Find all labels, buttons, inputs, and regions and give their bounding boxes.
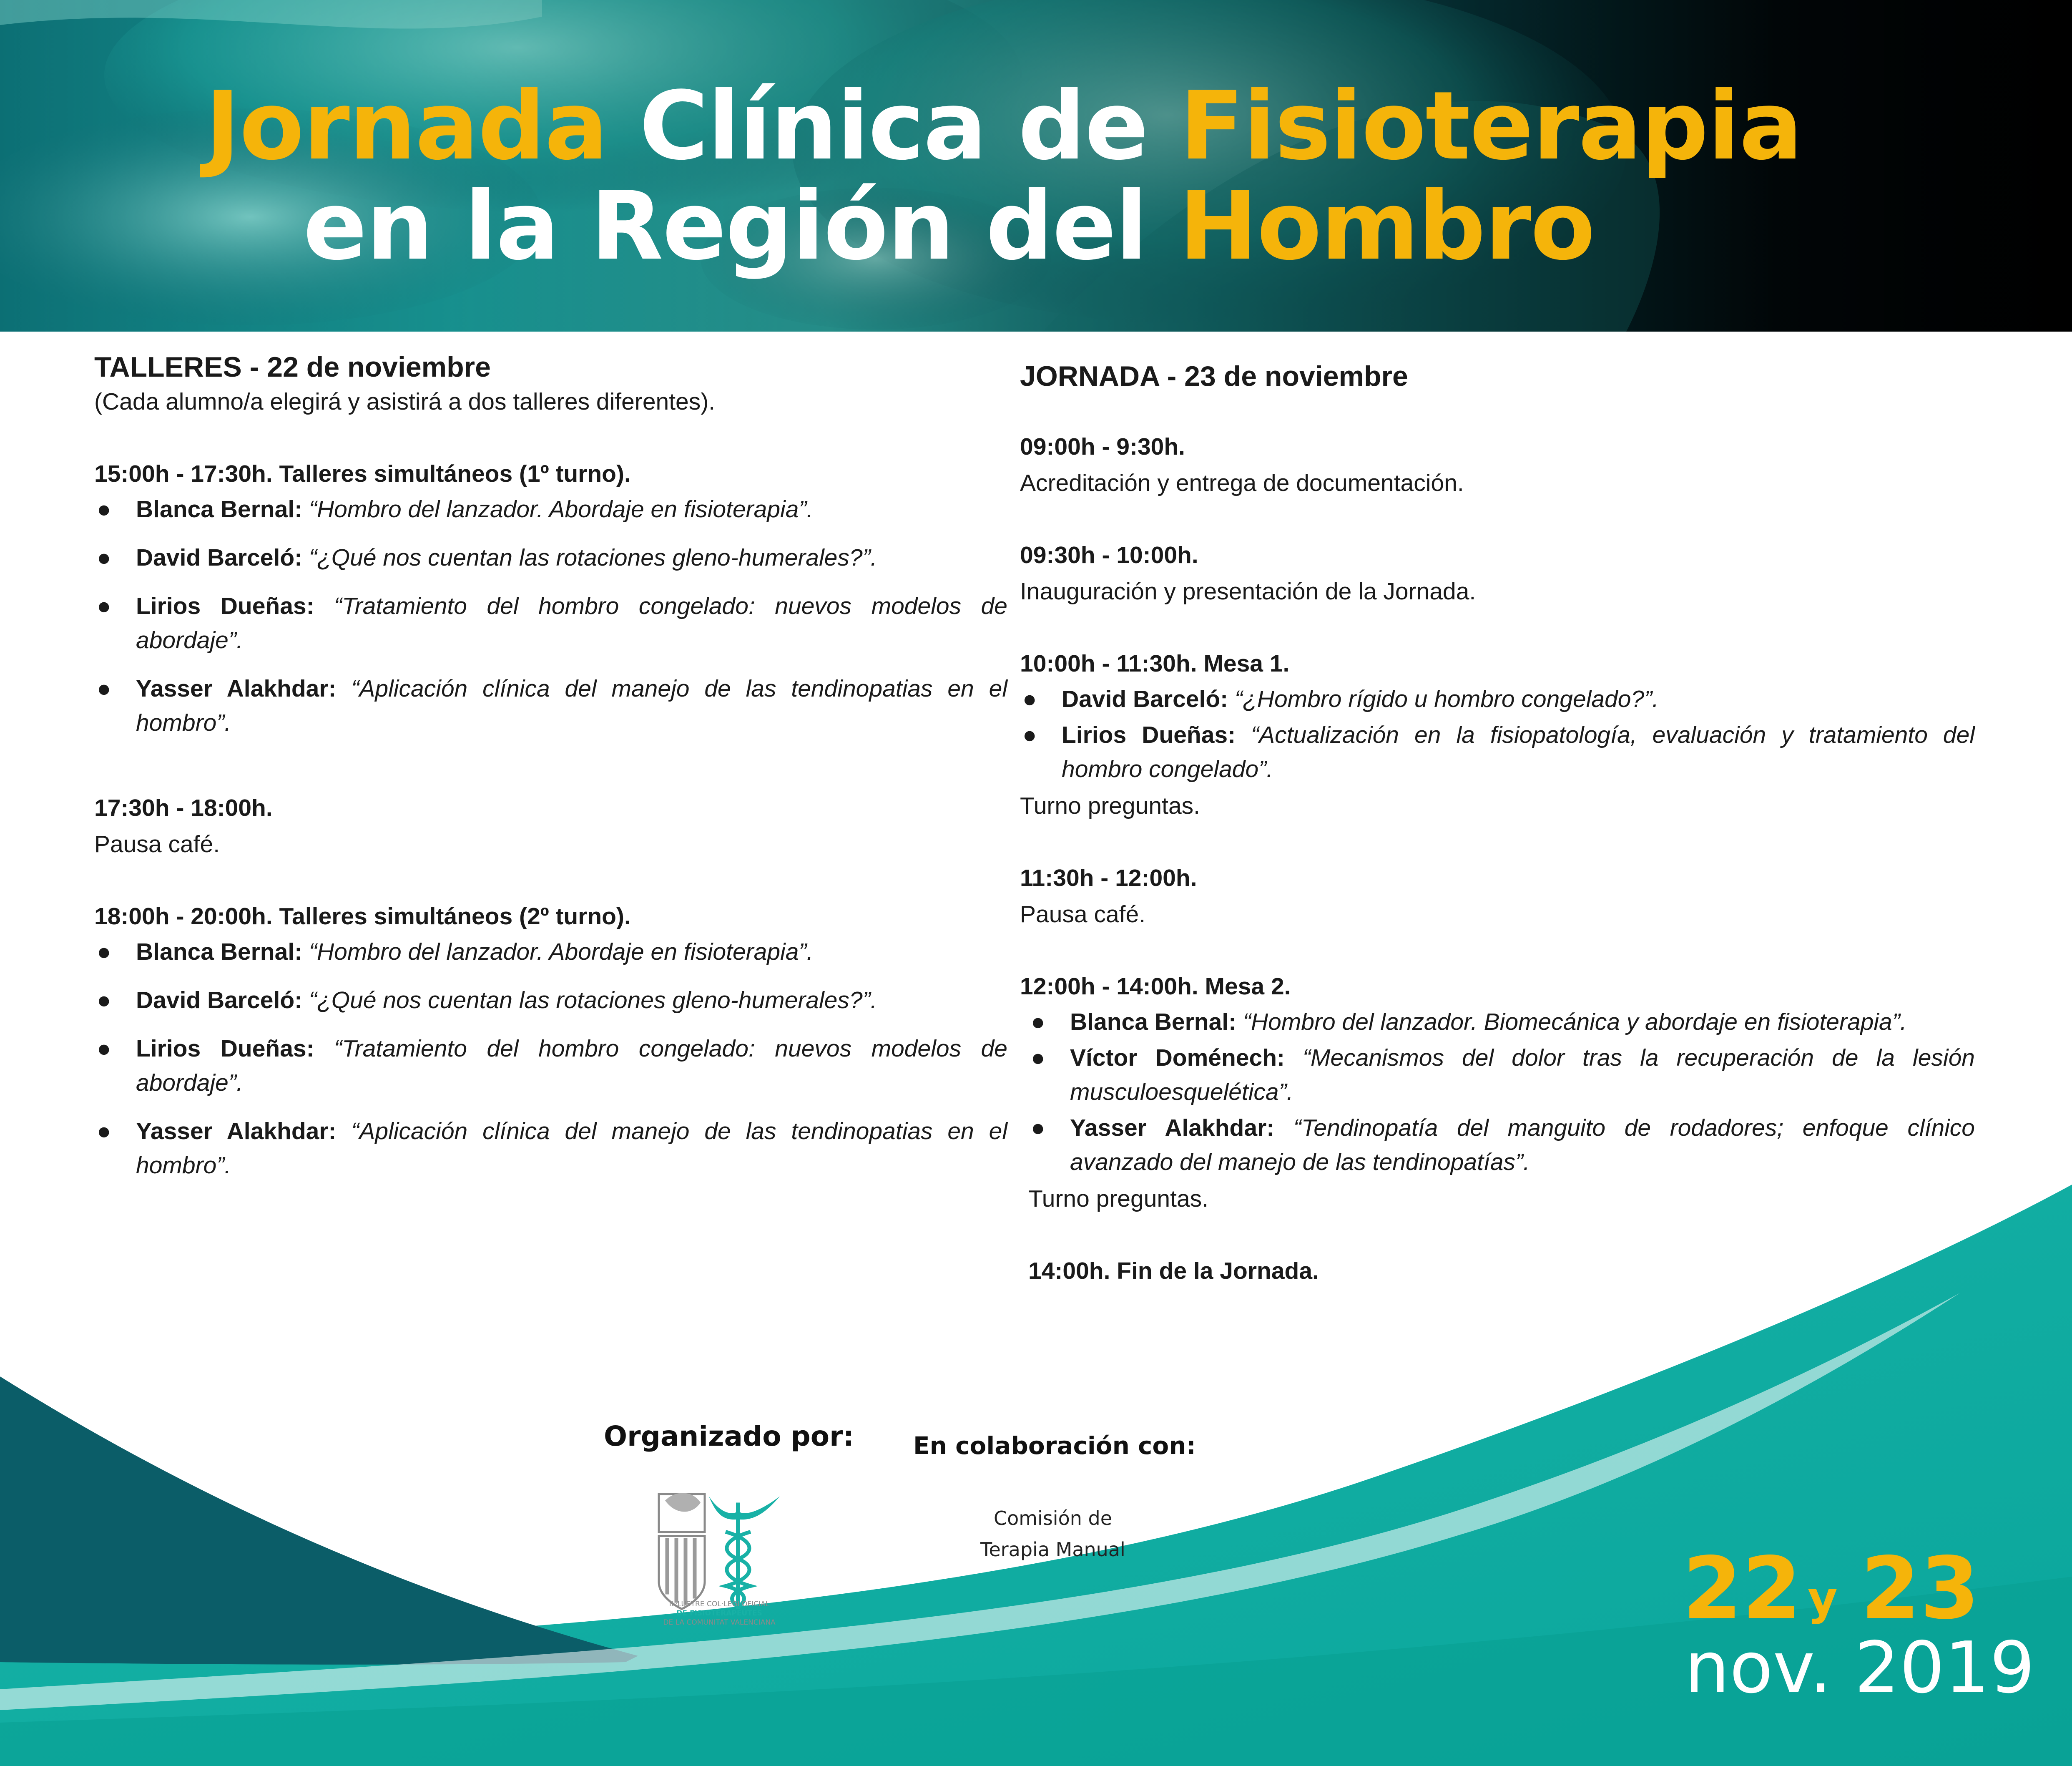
bullet-icon: ● [1031, 1009, 1045, 1035]
speaker-name: Lirios Dueñas: [1062, 722, 1236, 748]
talk-title: “¿Hombro rígido u hombro congelado?”. [1234, 686, 1659, 712]
title-words-clinica-de: Clínica de [639, 71, 1148, 181]
talk-title: “Actualización en la fisiopatología, evaluación y tratamiento del hombro congelado”. [1062, 722, 1975, 782]
logo-text-line-3: DE LA COMUNITAT VALENCIANA [663, 1618, 776, 1627]
title-word-jornada: Jornada [205, 71, 608, 181]
list-item [1020, 682, 1975, 716]
talleres-note: (Cada alumno/a elegirá y asistirá a dos talleres diferentes). [94, 388, 716, 415]
list-item [94, 492, 1007, 526]
collaboration-label: En colaboración con: [913, 1431, 1196, 1460]
list-item [94, 672, 1007, 740]
title-line-1 [205, 71, 1802, 181]
talleres-slot1-list [94, 492, 1007, 740]
title-word-hombro: Hombro [1179, 171, 1595, 281]
bullet-icon: ● [97, 1035, 111, 1062]
jornada-end: 14:00h. Fin de la Jornada. [1028, 1258, 1319, 1284]
date-month-year: nov. 2019 [1685, 1627, 2035, 1709]
bullet-icon: ● [97, 544, 111, 571]
speaker-name: Lirios Dueñas: [136, 593, 314, 619]
talleres-title: TALLERES - 22 de noviembre [94, 351, 491, 383]
bullet-icon: ● [97, 593, 111, 619]
jornada-break-time: 11:30h - 12:00h. [1020, 865, 1197, 891]
logo-text-line-1: IL·LUSTRE COL·LEGI OFICIAL [669, 1600, 770, 1608]
jornada-mesa1-list [1020, 682, 1975, 786]
bullet-icon: ● [1022, 722, 1037, 748]
jornada-mesa2-time: 12:00h - 14:00h. Mesa 2. [1020, 973, 1291, 1000]
date-day-2: 23 [1861, 1539, 1980, 1638]
jornada-s1-time: 09:00h - 9:30h. [1020, 433, 1185, 460]
bullet-icon: ● [97, 987, 111, 1014]
speaker-name: Yasser Alakhdar: [136, 675, 337, 702]
list-item [94, 935, 1007, 969]
talk-title: “Hombro del lanzador. Abordaje en fisioterapia”. [309, 496, 814, 523]
comision-line-2: Terapia Manual [980, 1538, 1125, 1561]
speaker-name: Yasser Alakhdar: [136, 1118, 337, 1145]
bullet-icon: ● [97, 496, 111, 523]
speaker-name: Blanca Bernal: [136, 938, 303, 965]
list-item [1028, 1041, 1975, 1109]
talk-title: “Hombro del lanzador. Biomecánica y abordaje en fisioterapia”. [1243, 1009, 1907, 1035]
speaker-name: David Barceló: [136, 544, 303, 571]
title-word-fisioterapia: Fisioterapia [1180, 71, 1802, 181]
talleres-section [94, 350, 1007, 1197]
speaker-name: Blanca Bernal: [136, 496, 303, 523]
title-line-2 [303, 171, 1595, 281]
bullet-icon: ● [1022, 686, 1037, 712]
speaker-name: Víctor Doménech: [1070, 1044, 1285, 1071]
talleres-slot2-list [94, 935, 1007, 1182]
talk-title: “¿Qué nos cuentan las rotaciones gleno-humerales?”. [309, 544, 877, 571]
list-item [94, 1031, 1007, 1100]
list-item [1020, 718, 1975, 786]
speaker-name: Yasser Alakhdar: [1070, 1114, 1275, 1141]
jornada-section [1020, 360, 1975, 1289]
date-day-1: 22 [1683, 1539, 1802, 1638]
logo-text-line-2: DE FISIOTERAPEUTES [676, 1609, 762, 1618]
talk-title: “Tendinopatía del manguito de rodadores; enfoque clínico avanzado del manejo de las tendinopatías”. [1070, 1114, 1975, 1175]
talk-title: “Aplicación clínica del manejo de las tendinopatias en el hombro”. [136, 1118, 1007, 1179]
jornada-mesa1-time: 10:00h - 11:30h. Mesa 1. [1020, 650, 1290, 677]
jornada-title: JORNADA - 23 de noviembre [1020, 360, 1408, 392]
jornada-break-label: Pausa café. [1020, 901, 1146, 928]
talleres-break-label: Pausa café. [94, 831, 220, 858]
header-banner [0, 0, 2072, 332]
talk-title: “Tratamiento del hombro congelado: nuevos modelos de abordaje”. [136, 593, 1007, 654]
jornada-mesa1-questions: Turno preguntas. [1020, 792, 1200, 819]
date-conjunction: y [1808, 1572, 1838, 1625]
title-words-region: en la Región del [303, 171, 1147, 281]
organized-by-label: Organizado por: [604, 1420, 854, 1452]
jornada-mesa2-list [1020, 1005, 1975, 1179]
bullet-icon: ● [97, 1118, 111, 1145]
talleres-slot2-time: 18:00h - 20:00h. Talleres simultáneos (2º turno). [94, 903, 631, 930]
list-item [94, 983, 1007, 1017]
talk-title: “Hombro del lanzador. Abordaje en fisioterapia”. [309, 938, 814, 965]
jornada-s2-time: 09:30h - 10:00h. [1020, 542, 1198, 569]
bullet-icon: ● [97, 675, 111, 702]
talk-title: “¿Qué nos cuentan las rotaciones gleno-humerales?”. [309, 987, 877, 1014]
jornada-s1-label: Acreditación y entrega de documentación. [1020, 470, 1464, 496]
jornada-s2-label: Inauguración y presentación de la Jornada. [1020, 578, 1476, 605]
talleres-break-time: 17:30h - 18:00h. [94, 795, 273, 821]
speaker-name: David Barceló: [136, 987, 303, 1014]
bullet-icon: ● [97, 938, 111, 965]
talk-title: “Aplicación clínica del manejo de las tendinopatias en el hombro”. [136, 675, 1007, 736]
speaker-name: David Barceló: [1062, 686, 1228, 712]
talleres-slot1-time: 15:00h - 17:30h. Talleres simultáneos (1º turno). [94, 460, 631, 487]
comision-line-1: Comisión de [993, 1507, 1113, 1530]
list-item [94, 589, 1007, 657]
talk-title: “Tratamiento del hombro congelado: nuevos modelos de abordaje”. [136, 1035, 1007, 1096]
list-item [1028, 1005, 1975, 1039]
bullet-icon: ● [1031, 1044, 1045, 1071]
jornada-mesa2-questions: Turno preguntas. [1028, 1185, 1208, 1212]
list-item [94, 541, 1007, 575]
talk-title: “Mecanismos del dolor tras la recuperación de la lesión musculoesquelética”. [1070, 1044, 1975, 1105]
speaker-name: Blanca Bernal: [1070, 1009, 1237, 1035]
speaker-name: Lirios Dueñas: [136, 1035, 314, 1062]
bullet-icon: ● [1031, 1114, 1045, 1141]
